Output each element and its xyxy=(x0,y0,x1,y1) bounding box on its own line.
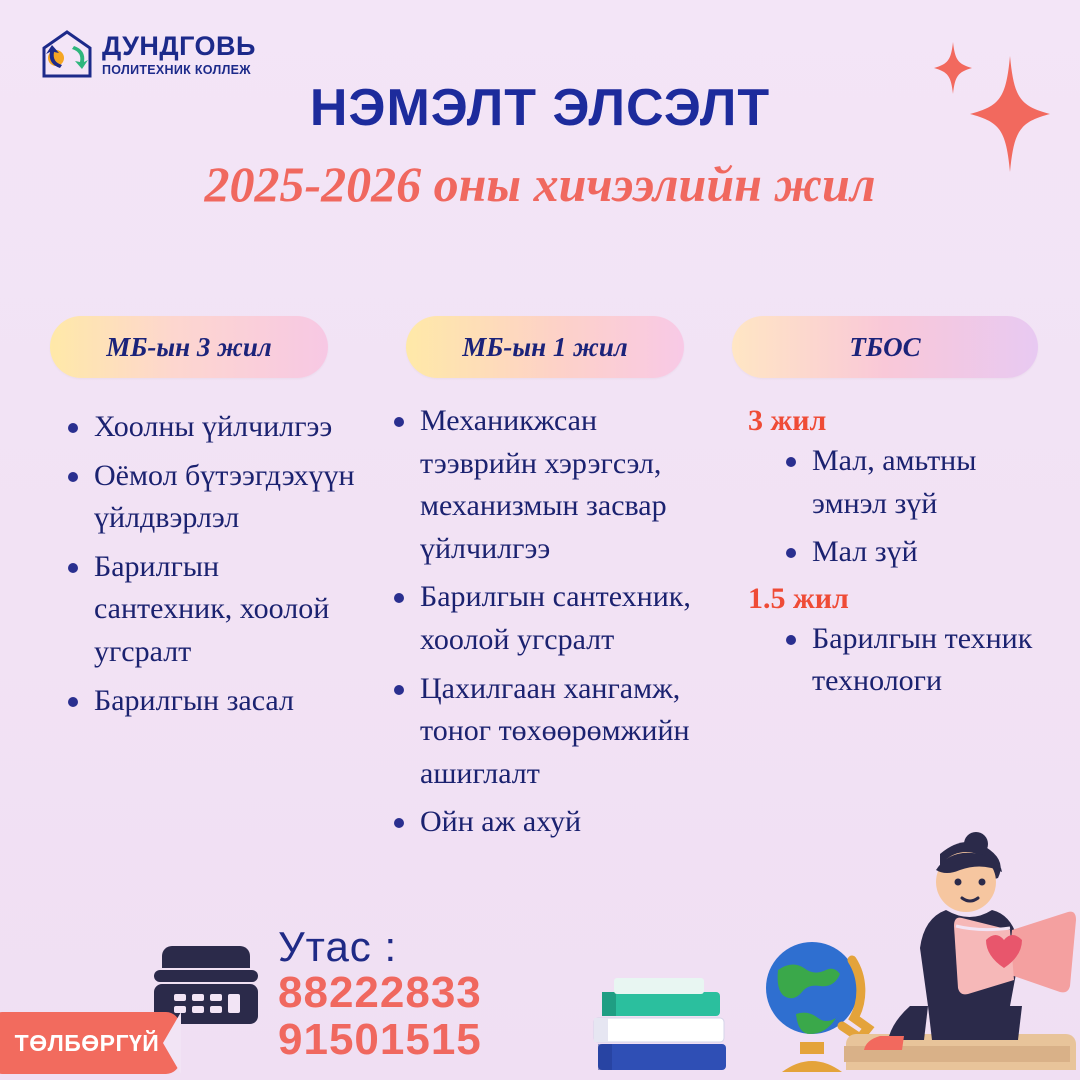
list-item: Барилгын сантехник, хоолой угсралт xyxy=(384,576,714,661)
college-logo xyxy=(40,28,256,82)
column-2-pill: МБ-ын 1 жил xyxy=(406,316,684,378)
logo-wordmark xyxy=(102,33,256,77)
duration-label-1-5-year: 1.5 жил xyxy=(748,581,849,615)
logo-subtitle: ПОЛИТЕХНИК КОЛЛЕЖ xyxy=(102,63,251,78)
list-item: Барилгын сантехник, хоолой угсралт xyxy=(58,546,358,674)
duration-label-3-year: 3 жил xyxy=(748,404,827,437)
column-3-list-group-2 xyxy=(776,618,1046,703)
column-1-list xyxy=(58,406,358,722)
list-item: Цахилгаан хангамж, тоног төхөөрөмжийн ашиглалт xyxy=(384,668,714,796)
list-item: Ойн аж ахуй xyxy=(384,801,714,844)
column-3-list-group-1 xyxy=(776,440,1046,574)
ribbon-notch xyxy=(163,1012,181,1074)
phone-number-1[interactable]: 88222833 xyxy=(278,967,482,1017)
column-1-pill: МБ-ын 3 жил xyxy=(50,316,328,378)
list-item: Барилгын засал xyxy=(58,680,358,723)
program-column-3 xyxy=(724,316,1054,709)
list-item: Мал зүй xyxy=(776,531,1046,574)
phone-label: Утас : xyxy=(278,922,398,970)
list-item: Оёмол бүтээгдэхүүн үйлдвэрлэл xyxy=(58,455,358,540)
list-item: Мал, амьтны эмнэл зүй xyxy=(776,440,1046,525)
phone-number-2[interactable]: 91501515 xyxy=(278,1015,482,1065)
house-arrows-logo-icon xyxy=(40,28,94,82)
reading-student-illustration xyxy=(836,810,1076,1080)
free-tuition-label: ТӨЛБӨРГҮЙ xyxy=(0,1012,180,1074)
column-3-pill: ТБОС xyxy=(732,316,1038,378)
contact-texts xyxy=(278,924,482,1064)
list-item: Механикжсан тээврийн хэрэгсэл, механизмын засвар үйлчилгээ xyxy=(384,400,714,570)
contact-block xyxy=(152,924,482,1064)
page-subtitle: 2025-2026 оны хичээлийн жил xyxy=(204,156,876,212)
page-title: НЭМЭЛТ ЭЛСЭЛТ xyxy=(309,79,771,137)
program-column-2 xyxy=(366,316,706,850)
list-item: Хоолны үйлчилгээ xyxy=(58,406,358,449)
program-column-1 xyxy=(30,316,360,728)
stacked-books-illustration xyxy=(588,970,738,1080)
logo-title: ДУНДГОВЬ xyxy=(102,31,256,62)
column-2-list xyxy=(384,400,714,844)
free-tuition-badge xyxy=(0,1012,180,1074)
list-item: Барилгын техник технологи xyxy=(776,618,1046,703)
